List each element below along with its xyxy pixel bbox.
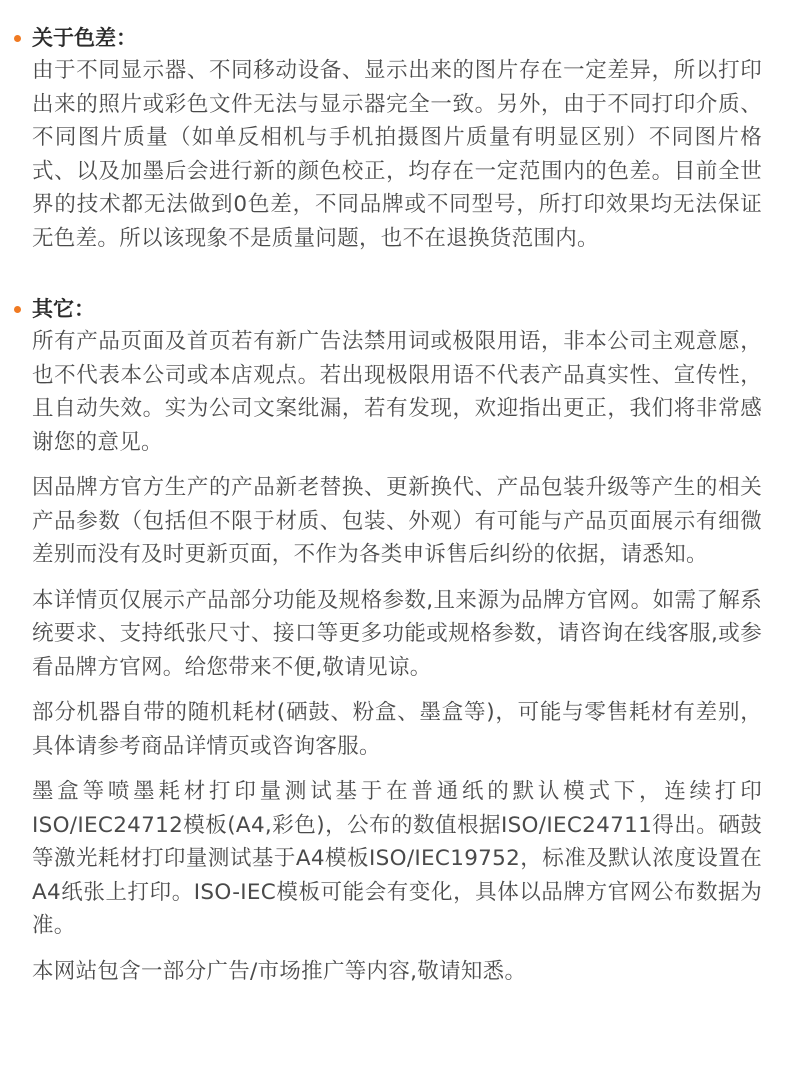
paragraph: 本网站包含一部分广告/市场推广等内容,敬请知悉。 (32, 958, 527, 984)
paragraph: 墨盒等喷墨耗材打印量测试基于在普通纸的默认模式下，连续打印ISO/IEC24712模板(A4,彩色)，公布的数值根据ISO/IEC24711得出。硒鼓等激光耗材打印量测试基于A4模板ISO/IEC19752，标准及默认浓度设置在A4纸张上打印。ISO-IEC模板可能会有变化，具体以品牌方官网公布数据为准。 (32, 779, 762, 938)
other-section (32, 293, 762, 988)
section-heading-text: 其它： (32, 297, 95, 321)
color-difference-section (32, 22, 762, 255)
section-heading (32, 293, 762, 325)
paragraph: 所有产品页面及首页若有新广告法禁用词或极限用语，非本公司主观意愿，也不代表本公司或本店观点。若出现极限用语不代表产品真实性、宣传性，且自动失效。实为公司文案纰漏，若有发现，欢迎指出更正，我们将非常感谢您的意见。 (32, 329, 762, 455)
paragraph: 本详情页仅展示产品部分功能及规格参数,且来源为品牌方官网。如需了解系统要求、支持纸张尺寸、接口等更多功能或规格参数，请咨询在线客服,或参看品牌方官网。给您带来不便,敬请见谅。 (32, 587, 762, 680)
paragraph: 由于不同显示器、不同移动设备、显示出来的图片存在一定差异，所以打印出来的照片或彩色文件无法与显示器完全一致。另外，由于不同打印介质、不同图片质量（如单反相机与手机拍摄图片质量有明显区别）不同图片格式、以及加墨后会进行新的颜色校正，均存在一定范围内的色差。目前全世界的技术都无法做到0色差，不同品牌或不同型号，所打印效果均无法保证无色差。所以该现象不是质量问题，也不在退换货范围内。 (32, 58, 762, 251)
bullet-dot-icon (14, 306, 21, 313)
section-heading (32, 22, 762, 54)
paragraph: 因品牌方官方生产的产品新老替换、更新换代、产品包装升级等产生的相关产品参数（包括但不限于材质、包装、外观）有可能与产品页面展示有细微差别而没有及时更新页面，不作为各类申诉售后纠纷的依据，请悉知。 (32, 475, 762, 567)
bullet-dot-icon (14, 35, 21, 42)
paragraph: 部分机器自带的随机耗材(硒鼓、粉盒、墨盒等)，可能与零售耗材有差别，具体请参考商品详情页或咨询客服。 (32, 700, 762, 759)
section-heading-text: 关于色差： (32, 26, 137, 50)
